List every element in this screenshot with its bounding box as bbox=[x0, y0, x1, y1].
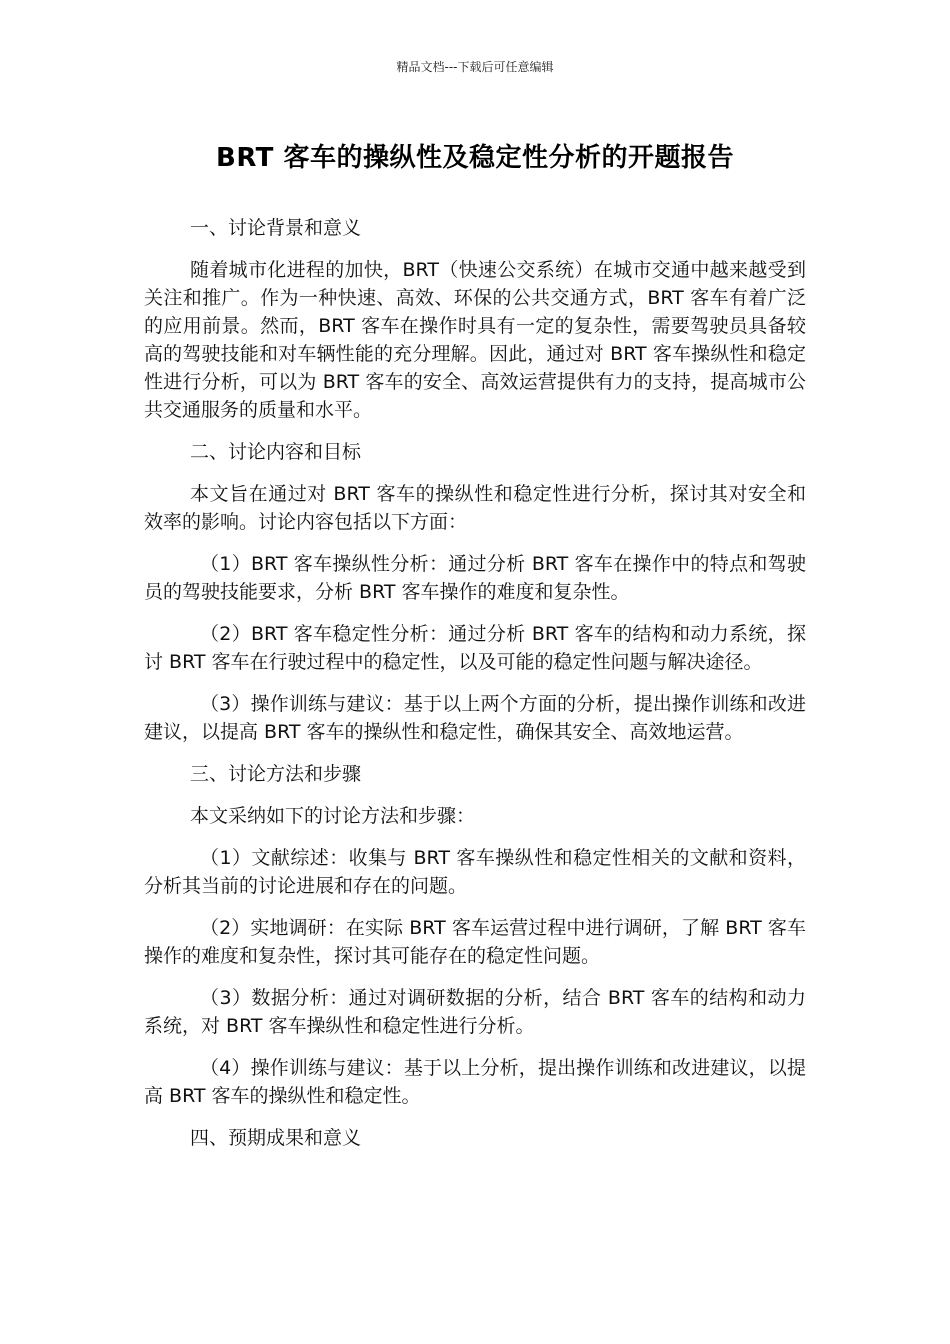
paragraph-content-intro: 本文旨在通过对 BRT 客车的操纵性和稳定性进行分析，探讨其对安全和效率的影响。讨论内容包括以下方面： bbox=[144, 483, 806, 533]
paragraph-background: 随着城市化进程的加快，BRT（快速公交系统）在城市交通中越来越受到关注和推广。作为一种快速、高效、环保的公共交通方式，BRT 客车有着广泛的应用前景。然而，BRT 客车在操作时具有一定的复杂性，需要驾驶员具备较高的驾驶技能和对车辆性能的充分理解。因此，通过对 BRT 客车操纵性和稳定性进行分析，可以为 BRT 客车的安全、高效运营提供有力的支持，提高城市公共交通服务的质量和水平。 bbox=[144, 259, 806, 421]
list-item: （1）BRT 客车操纵性分析：通过分析 BRT 客车在操作中的特点和驾驶员的驾驶技能要求，分析 BRT 客车操作的难度和复杂性。 bbox=[144, 553, 806, 603]
section-heading-method: 三、讨论方法和步骤 bbox=[190, 763, 362, 785]
list-item: （1）文献综述：收集与 BRT 客车操纵性和稳定性相关的文献和资料，分析其当前的讨论进展和存在的问题。 bbox=[144, 847, 806, 897]
document-body bbox=[144, 214, 806, 1166]
list-item: （3）操作训练与建议：基于以上两个方面的分析，提出操作训练和改进建议，以提高 BRT 客车的操纵性和稳定性，确保其安全、高效地运营。 bbox=[144, 693, 806, 743]
list-item: （3）数据分析：通过对调研数据的分析，结合 BRT 客车的结构和动力系统，对 BRT 客车操纵性和稳定性进行分析。 bbox=[144, 987, 806, 1037]
section-heading-content: 二、讨论内容和目标 bbox=[190, 441, 362, 463]
list-item: （4）操作训练与建议：基于以上分析，提出操作训练和改进建议，以提高 BRT 客车的操纵性和稳定性。 bbox=[144, 1057, 806, 1107]
list-item: （2）实地调研：在实际 BRT 客车运营过程中进行调研，了解 BRT 客车操作的难度和复杂性，探讨其可能存在的稳定性问题。 bbox=[144, 917, 806, 967]
page-header: 精品文档---下载后可任意编辑 bbox=[396, 60, 554, 74]
section-heading-background: 一、讨论背景和意义 bbox=[190, 217, 362, 239]
section-heading-outcomes: 四、预期成果和意义 bbox=[190, 1127, 362, 1149]
document-title: BRT 客车的操纵性及稳定性分析的开题报告 bbox=[216, 143, 734, 173]
list-item: （2）BRT 客车稳定性分析：通过分析 BRT 客车的结构和动力系统，探讨 BRT 客车在行驶过程中的稳定性，以及可能的稳定性问题与解决途径。 bbox=[144, 623, 806, 673]
paragraph-method-intro: 本文采纳如下的讨论方法和步骤： bbox=[190, 805, 476, 827]
